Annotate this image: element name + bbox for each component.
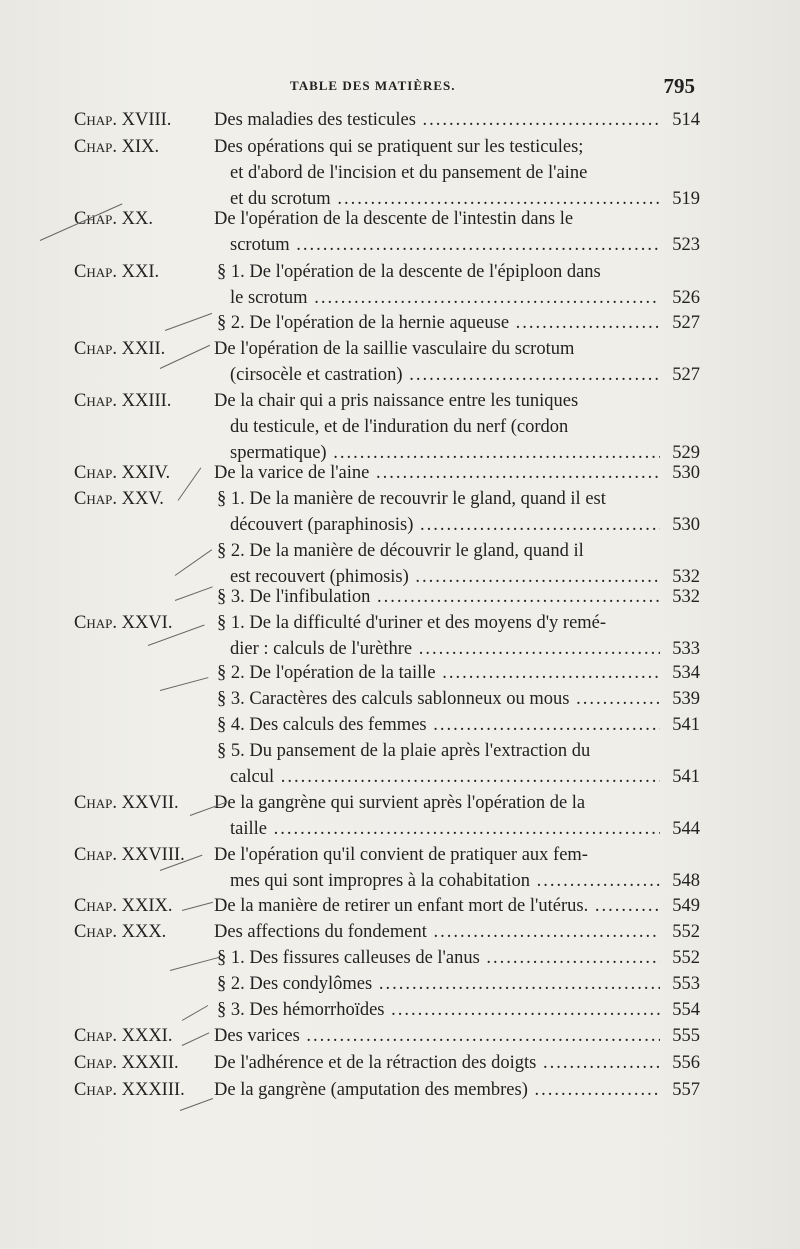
toc-entry — [74, 486, 700, 538]
entry-title-line: calcul ..... — [230, 764, 660, 790]
chapter-number: Chap. XVIII. — [74, 110, 172, 130]
entry-title-line: § 2. De la manière de découvrir le gland, quand il — [217, 541, 584, 561]
toc-entry — [74, 538, 700, 590]
toc-entry — [74, 134, 700, 212]
chapter-number: Chap. XXV. — [74, 489, 164, 509]
entry-page-number: 553 — [672, 974, 700, 994]
entry-title-line: De l'opération de la saillie vasculaire du scrotum — [214, 339, 575, 359]
entry-title-line: De l'adhérence et de la rétraction des doigts ..... — [214, 1050, 660, 1076]
toc-entry — [74, 738, 700, 790]
chapter-number: Chap. XXX. — [74, 922, 167, 942]
entry-page-number: 552 — [672, 948, 700, 968]
entry-title-line: § 2. De l'opération de la taille ..... — [217, 660, 660, 686]
toc-entry — [74, 259, 700, 311]
entry-title-line: De la gangrène (amputation des membres) ..... — [214, 1077, 660, 1103]
entry-page-number: 532 — [672, 567, 700, 587]
entry-page-number: 514 — [672, 110, 700, 130]
entry-title-line: § 2. Des condylômes ..... — [217, 971, 660, 997]
entry-page-number: 557 — [672, 1080, 700, 1100]
toc-entry — [74, 1023, 700, 1049]
entry-title-line: § 5. Du pansement de la plaie après l'extraction du — [217, 741, 591, 761]
entry-page-number: 549 — [672, 896, 700, 916]
entry-page-number: 544 — [672, 819, 700, 839]
entry-page-number: 530 — [672, 463, 700, 483]
entry-title-line: De l'opération de la descente de l'intestin dans le — [214, 209, 574, 229]
chapter-number: Chap. XX. — [74, 209, 153, 229]
entry-title-line: mes qui sont impropres à la cohabitation ..... — [230, 868, 660, 894]
entry-title-line: scrotum ..... — [230, 232, 660, 258]
toc-entry — [74, 1050, 700, 1076]
toc-entry — [74, 310, 700, 336]
entry-title-line: § 3. Des hémorrhoïdes ..... — [217, 997, 660, 1023]
chapter-number: Chap. XXXI. — [74, 1026, 173, 1046]
entry-page-number: 555 — [672, 1026, 700, 1046]
entry-page-number: 548 — [672, 871, 700, 891]
running-title: TABLE DES MATIÈRES. — [290, 78, 456, 93]
chapter-number: Chap. XXXIII. — [74, 1080, 185, 1100]
chapter-number: Chap. XXII. — [74, 339, 166, 359]
entry-title-line: découvert (paraphinosis) ..... — [230, 512, 660, 538]
entry-title-line: le scrotum ..... — [230, 285, 660, 311]
entry-title-line: § 4. Des calculs des femmes ..... — [217, 712, 660, 738]
chapter-number: Chap. XXXII. — [74, 1053, 179, 1073]
entry-page-number: 523 — [672, 235, 700, 255]
chapter-number: Chap. XXVII. — [74, 793, 179, 813]
chapter-number: Chap. XXIX. — [74, 896, 173, 916]
entry-title-line: § 1. De la difficulté d'uriner et des moyens d'y remé- — [217, 613, 607, 633]
entry-title-line: § 2. De l'opération de la hernie aqueuse ..... — [217, 310, 660, 336]
entry-page-number: 530 — [672, 515, 700, 535]
entry-page-number: 519 — [672, 189, 700, 209]
chapter-number: Chap. XXVI. — [74, 613, 173, 633]
chapter-number: Chap. XXIII. — [74, 391, 172, 411]
toc-entry — [74, 1077, 700, 1103]
entry-title-line: du testicule, et de l'induration du nerf (cordon — [230, 417, 569, 437]
entry-title-line: De la varice de l'aine ..... — [214, 460, 660, 486]
entry-title-line: § 3. De l'infibulation ..... — [217, 584, 660, 610]
entry-title-line: De la manière de retirer un enfant mort de l'utérus. ..... — [214, 893, 660, 919]
entry-title-line: et d'abord de l'incision et du pansement de l'aine — [230, 163, 588, 183]
chapter-number: Chap. XIX. — [74, 137, 160, 157]
toc-entry — [74, 460, 700, 486]
entry-page-number: 554 — [672, 1000, 700, 1020]
toc-entry — [74, 997, 700, 1023]
entry-page-number: 541 — [672, 715, 700, 735]
entry-title-line: et du scrotum ..... — [230, 186, 660, 212]
entry-page-number: 532 — [672, 587, 700, 607]
entry-title-line: taille ..... — [230, 816, 660, 842]
toc-entry — [74, 893, 700, 919]
entry-page-number: 529 — [672, 443, 700, 463]
chapter-number: Chap. XXI. — [74, 262, 160, 282]
entry-title-line: De la chair qui a pris naissance entre les tuniques — [214, 391, 579, 411]
entry-title-line: Des maladies des testicules ..... — [214, 107, 660, 133]
entry-title-line: § 1. Des fissures calleuses de l'anus ..... — [217, 945, 660, 971]
entry-title-line: De l'opération qu'il convient de pratiquer aux fem- — [214, 845, 588, 865]
entry-title-line: § 1. De l'opération de la descente de l'épiploon dans — [217, 262, 601, 282]
entry-page-number: 534 — [672, 663, 700, 683]
chapter-number: Chap. XXIV. — [74, 463, 171, 483]
entry-page-number: 539 — [672, 689, 700, 709]
toc-entry — [74, 584, 700, 610]
entry-title-line: § 1. De la manière de recouvrir le gland, quand il est — [217, 489, 606, 509]
entry-title-line: De la gangrène qui survient après l'opération de la — [214, 793, 586, 813]
entry-page-number: 552 — [672, 922, 700, 942]
toc-entry — [74, 660, 700, 686]
entry-page-number: 526 — [672, 288, 700, 308]
toc-entry — [74, 610, 700, 662]
chapter-number: Chap. XXVIII. — [74, 845, 185, 865]
toc-entry — [74, 686, 700, 712]
entry-page-number: 527 — [672, 313, 700, 333]
entry-title-line: est recouvert (phimosis) ..... — [230, 564, 660, 590]
page-header — [0, 74, 800, 104]
entry-page-number: 527 — [672, 365, 700, 385]
toc-entry — [74, 107, 700, 133]
toc-entry — [74, 971, 700, 997]
entry-title-line: (cirsocèle et castration) ..... — [230, 362, 660, 388]
entry-title-line: dier : calculs de l'urèthre ..... — [230, 636, 660, 662]
toc-entry — [74, 945, 700, 971]
entry-title-line: § 3. Caractères des calculs sablonneux ou mous ..... — [217, 686, 660, 712]
toc-entry — [74, 919, 700, 945]
toc-entry — [74, 388, 700, 466]
entry-title-line: Des affections du fondement ..... — [214, 919, 660, 945]
page-number: 795 — [663, 74, 695, 98]
toc-entry — [74, 790, 700, 842]
entry-page-number: 541 — [672, 767, 700, 787]
entry-title-line: Des varices ..... — [214, 1023, 660, 1049]
toc-entry — [74, 712, 700, 738]
entry-title-line: spermatique) ..... — [230, 440, 660, 466]
toc-entry — [74, 206, 700, 258]
entry-page-number: 533 — [672, 639, 700, 659]
entry-title-line: Des opérations qui se pratiquent sur les testicules; — [214, 137, 584, 157]
toc-entry — [74, 336, 700, 388]
entry-page-number: 556 — [672, 1053, 700, 1073]
